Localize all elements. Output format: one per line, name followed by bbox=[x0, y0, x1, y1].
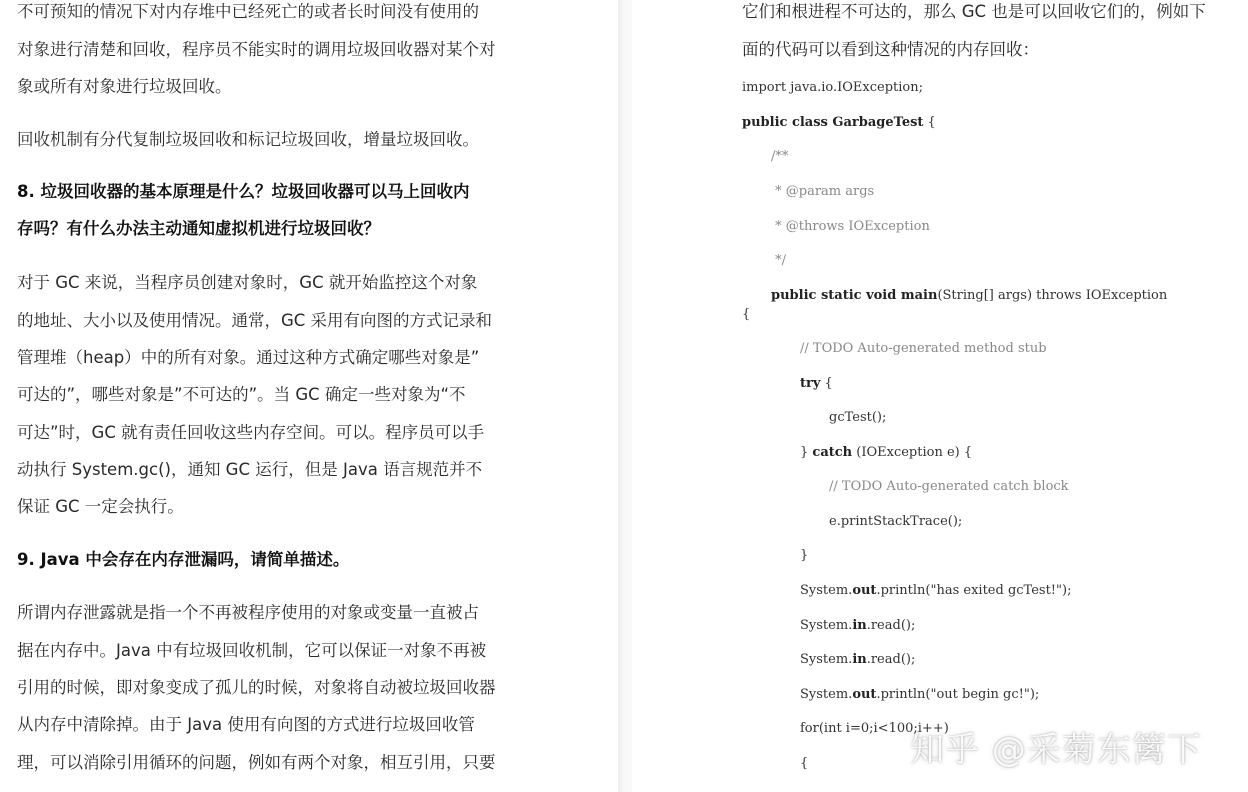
code-brace: { bbox=[820, 376, 833, 391]
text-line: 所谓内存泄露就是指一个不再被程序使用的对象或变量一直被占 bbox=[17, 603, 479, 622]
code-token: .println( bbox=[876, 687, 931, 702]
text-line: 不可预知的情况下对内存堆中已经死亡的或者长时间没有使用的 bbox=[17, 2, 479, 21]
code-doc-comment: * @param args bbox=[771, 184, 875, 199]
code-class-name: GarbageTest bbox=[832, 115, 924, 130]
code-try bbox=[800, 376, 833, 391]
code-todo-comment: // TODO Auto-generated method stub bbox=[800, 341, 1047, 356]
code-for-loop: for(int i=0;i<100;i++) bbox=[800, 721, 949, 736]
code-doc-comment: /** bbox=[771, 149, 789, 164]
code-read bbox=[800, 652, 915, 667]
code-params: (String[] args) throws IOException bbox=[937, 288, 1168, 303]
code-brace: { bbox=[923, 115, 936, 130]
code-field: in bbox=[852, 652, 867, 667]
code-brace: } bbox=[800, 548, 809, 563]
page-gutter bbox=[618, 0, 632, 792]
text-line: 可达的”，哪些对象是”不可达的”。当 GC 确定一些对象为“不 bbox=[17, 385, 466, 404]
text-line: 引用的时候，即对象变成了孤儿的时候，对象将自动被垃圾回收器 bbox=[17, 678, 496, 697]
code-string: "out begin gc!" bbox=[930, 687, 1030, 702]
right-page bbox=[632, 0, 1248, 792]
code-keyword: public class bbox=[742, 115, 833, 130]
code-keyword: catch bbox=[812, 445, 853, 460]
text-line: 对于 GC 来说，当程序员创建对象时，GC 就开始监控这个对象 bbox=[17, 273, 478, 292]
code-read bbox=[800, 618, 915, 633]
heading-line: 存吗？有什么办法主动通知虚拟机进行垃圾回收？ bbox=[17, 219, 380, 238]
code-token: System. bbox=[800, 687, 853, 702]
code-todo-comment: // TODO Auto-generated catch block bbox=[829, 479, 1069, 494]
code-brace: { bbox=[742, 307, 751, 322]
code-token: .read(); bbox=[866, 652, 916, 667]
code-params: (IOException e) { bbox=[852, 445, 973, 460]
code-token: System. bbox=[800, 583, 853, 598]
code-catch bbox=[800, 445, 972, 460]
code-keyword: public static void bbox=[771, 288, 901, 303]
code-class-decl bbox=[742, 115, 936, 130]
code-token: System. bbox=[800, 652, 853, 667]
code-keyword: try bbox=[800, 376, 821, 391]
code-doc-comment: * @throws IOException bbox=[771, 219, 930, 234]
text-line: 对象进行清楚和回收，程序员不能实时的调用垃圾回收器对某个对 bbox=[17, 40, 496, 59]
code-import: import java.io.IOException; bbox=[742, 80, 923, 95]
code-brace: { bbox=[800, 756, 809, 771]
code-field: in bbox=[852, 618, 867, 633]
code-println bbox=[800, 583, 1071, 598]
text-line: 面的代码可以看到这种情况的内存回收： bbox=[742, 40, 1039, 59]
text-line: 它们和根进程不可达的，那么 GC 也是可以回收它们的，例如下 bbox=[742, 2, 1206, 21]
text-line: 可达”时，GC 就有责任回收这些内存空间。可以。程序员可以手 bbox=[17, 423, 485, 442]
code-field: out bbox=[852, 687, 877, 702]
code-field: out bbox=[852, 583, 877, 598]
code-gctest-call: gcTest(); bbox=[829, 410, 887, 425]
code-token: .println( bbox=[876, 583, 931, 598]
code-println bbox=[800, 687, 1039, 702]
text-line: 动执行 System.gc()，通知 GC 运行，但是 Java 语言规范并不 bbox=[17, 460, 483, 479]
heading-line: 9. Java 中会存在内存泄漏吗，请简单描述。 bbox=[17, 550, 350, 569]
left-page bbox=[0, 0, 618, 792]
text-line: 从内存中清除掉。由于 Java 使用有向图的方式进行垃圾回收管 bbox=[17, 715, 475, 734]
code-method-name: main bbox=[900, 288, 938, 303]
heading-line: 8. 垃圾回收器的基本原理是什么？垃圾回收器可以马上回收内 bbox=[17, 182, 470, 201]
code-main-decl bbox=[771, 288, 1167, 303]
code-print-stack: e.printStackTrace(); bbox=[829, 514, 963, 529]
code-token: ); bbox=[1029, 687, 1040, 702]
text-line: 的地址、大小以及使用情况。通常，GC 采用有向图的方式记录和 bbox=[17, 311, 493, 330]
text-line: 象或所有对象进行垃圾回收。 bbox=[17, 77, 232, 96]
text-line: 保证 GC 一定会执行。 bbox=[17, 497, 184, 516]
code-string: "has exited gcTest!" bbox=[930, 583, 1063, 598]
code-token: .read(); bbox=[866, 618, 916, 633]
code-doc-comment: */ bbox=[771, 253, 787, 268]
code-token: System. bbox=[800, 618, 853, 633]
code-brace: } bbox=[800, 445, 813, 460]
text-line: 管理堆（heap）中的所有对象。通过这种方式确定哪些对象是” bbox=[17, 348, 480, 367]
watermark-text: 知乎 @采菊东篱下 bbox=[910, 730, 1202, 770]
text-line: 据在内存中。Java 中有垃圾回收机制，它可以保证一对象不再被 bbox=[17, 641, 487, 660]
text-line: 理，可以消除引用循环的问题，例如有两个对象，相互引用，只要 bbox=[17, 753, 496, 772]
code-token: ); bbox=[1062, 583, 1072, 598]
text-line: 回收机制有分代复制垃圾回收和标记垃圾回收，增量垃圾回收。 bbox=[17, 130, 479, 149]
